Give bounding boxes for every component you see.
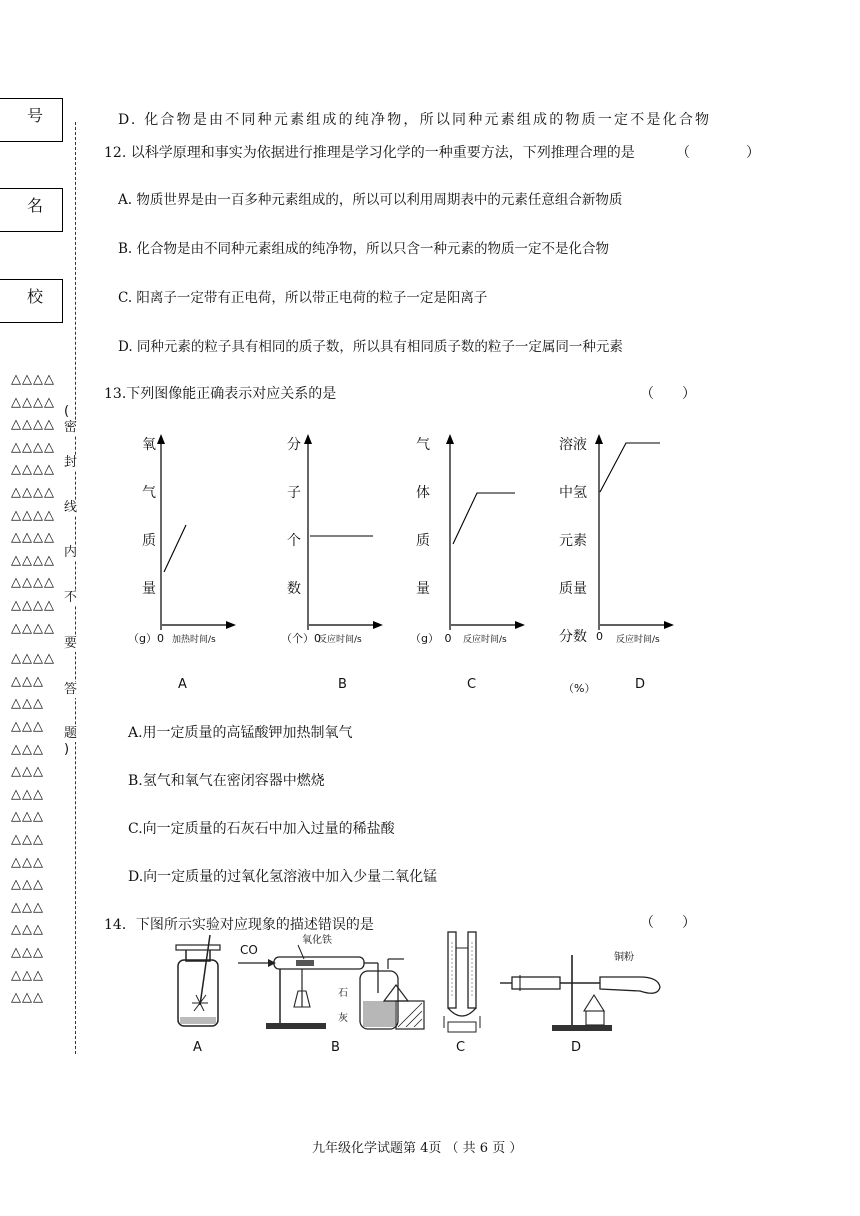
page-footer: 九年级化学试题第 4页 （ 共 6 页 ） — [312, 1141, 523, 1156]
seal-char: 密 — [64, 420, 78, 435]
graph-a-ylabel: 质 — [142, 533, 156, 549]
graph-d-letter: D — [635, 677, 646, 692]
triangle-row: △△△△ — [11, 507, 55, 523]
seal-char: 题 — [64, 726, 78, 741]
triangle-row: △△△△ — [11, 598, 55, 613]
graph-d-ylabel: 质量 — [559, 581, 587, 597]
apparatus-c-letter: C — [456, 1040, 466, 1055]
seal-dashed-line — [75, 122, 76, 1054]
triangle-row: △△△ — [11, 990, 44, 1006]
graph-b-letter: B — [338, 677, 347, 692]
graph-c-letter: C — [467, 677, 477, 692]
apparatus-b-illustration — [236, 935, 426, 1035]
graph-c-ylabel: 质 — [416, 533, 430, 549]
graph-d-ylabel: 中氢 — [559, 485, 587, 501]
triangle-row: △△△△ — [11, 462, 55, 478]
q13-stem: 13.下列图像能正确表示对应关系的是 — [104, 386, 337, 402]
seal-char: 封 — [64, 455, 78, 470]
apparatus-a-letter: A — [193, 1040, 202, 1055]
iron-oxide-label: 氧化铁 — [302, 935, 332, 946]
q13-option-c: C.向一定质量的石灰石中加入过量的稀盐酸 — [128, 821, 395, 837]
graph-a-plot — [150, 430, 250, 630]
triangle-row: △△△ — [11, 945, 44, 960]
seal-char: 不 — [64, 590, 78, 605]
limewater-label: 石 — [338, 988, 348, 999]
seal-char: 答 — [64, 682, 78, 697]
graph-d-ylabel: 元素 — [559, 533, 587, 549]
apparatus-c-illustration — [440, 928, 488, 1038]
triangle-row: △△△△ — [11, 485, 55, 500]
seal-char: ( — [64, 404, 70, 419]
graph-a-origin: （g）0 — [128, 632, 164, 645]
triangle-row: △△△ — [11, 764, 44, 780]
q14-stem: 14．下图所示实验对应现象的描述错误的是 — [104, 917, 374, 933]
triangle-row: △△△△ — [11, 620, 55, 636]
graph-b-origin: （个）0 — [281, 632, 321, 645]
graph-b-ylabel: 分 — [287, 437, 301, 453]
graph-c-xlabel: 反应时间/s — [463, 635, 507, 645]
q12-option-c: C. 阳离子一定带有正电荷，所以带正电荷的粒子一定是阳离子 — [118, 290, 488, 306]
graph-d-plot — [588, 430, 688, 630]
student-name-label: 名 — [27, 196, 44, 215]
apparatus-d-illustration — [500, 935, 680, 1035]
triangle-row: △△△ — [11, 673, 44, 689]
q12-answer-paren: （ ） — [676, 145, 760, 161]
triangle-row: △△△ — [11, 696, 44, 712]
graph-d-ylabel: 溶液 — [559, 437, 587, 453]
q13-option-b: B.氢气和氧气在密闭容器中燃烧 — [128, 773, 325, 789]
graph-d-xlabel: 反应时间/s — [616, 635, 660, 645]
graph-c-ylabel: 体 — [416, 485, 430, 501]
triangle-row: △△△△ — [11, 651, 55, 667]
graph-d-ylabel: 分数 — [559, 629, 587, 645]
q14-answer-paren: （ ） — [640, 915, 696, 931]
seal-char: ) — [64, 742, 70, 757]
triangle-row: △△△ — [11, 854, 44, 870]
triangle-row: △△△ — [11, 719, 44, 734]
graph-d-origin: 0 — [596, 630, 603, 643]
graph-c-ylabel: 量 — [416, 581, 430, 597]
q11-option-d: D. 化合物是由不同种元素组成的纯净物，所以同种元素组成的物质一定不是化合物 — [118, 112, 712, 128]
triangle-row: △△△ — [11, 899, 44, 915]
graph-a-letter: A — [178, 677, 187, 692]
q12-option-a: A. 物质世界是由一百多种元素组成的，所以可以利用周期表中的元素任意组合新物质 — [118, 192, 623, 208]
graph-a-xlabel: 加热时间/s — [172, 635, 216, 645]
graph-a-ylabel: 气 — [142, 485, 156, 501]
triangle-row: △△△ — [11, 786, 44, 802]
triangle-row: △△△△ — [11, 552, 55, 568]
triangle-row: △△△△ — [11, 530, 55, 546]
q13-answer-paren: （ ） — [640, 386, 696, 402]
triangle-row: △△△ — [11, 832, 44, 847]
limewater-label: 灰 — [338, 1013, 348, 1024]
triangle-row: △△△ — [11, 877, 44, 893]
graph-c-ylabel: 气 — [416, 437, 430, 453]
student-number-label: 号 — [27, 106, 44, 125]
graph-b-ylabel: 数 — [287, 581, 301, 597]
graph-b-ylabel: 个 — [287, 533, 301, 549]
q12-option-d: D. 同种元素的粒子具有相同的质子数，所以具有相同质子数的粒子一定属同一种元素 — [118, 339, 623, 355]
triangle-row: △△△△ — [11, 575, 55, 591]
graph-a-ylabel: 氧 — [142, 437, 156, 453]
copper-powder-label: 铜粉 — [614, 952, 634, 963]
apparatus-b-letter: B — [331, 1040, 340, 1055]
graph-c-origin: （g） 0 — [410, 632, 452, 645]
triangle-row: △△△ — [11, 922, 44, 938]
school-label: 校 — [27, 287, 44, 306]
triangle-row: △△△ — [11, 809, 44, 825]
graph-b-xlabel: 反应时间/s — [318, 635, 362, 645]
graph-a-ylabel: 量 — [142, 581, 156, 597]
seal-char: 线 — [64, 500, 78, 515]
apparatus-d-letter: D — [571, 1040, 582, 1055]
q13-option-a: A.用一定质量的高锰酸钾加热制氧气 — [128, 725, 353, 741]
triangle-row: △△△ — [11, 741, 44, 757]
triangle-row: △△△△ — [11, 394, 55, 410]
co-label: CO — [240, 943, 258, 957]
graph-d-unit: （%） — [563, 682, 596, 695]
seal-char: 内 — [64, 545, 78, 560]
seal-char: 要 — [64, 636, 78, 651]
graph-c-plot — [439, 430, 539, 630]
q13-option-d: D.向一定质量的过氧化氢溶液中加入少量二氧化锰 — [128, 869, 438, 885]
q12-option-b: B. 化合物是由不同种元素组成的纯净物，所以只含一种元素的物质一定不是化合物 — [118, 241, 610, 257]
apparatus-a-illustration — [168, 935, 238, 1035]
triangle-row: △△△△ — [11, 372, 55, 387]
triangle-row: △△△ — [11, 967, 44, 983]
graph-b-plot — [297, 430, 397, 630]
triangle-row: △△△△ — [11, 439, 55, 455]
triangle-row: △△△△ — [11, 417, 55, 433]
q12-stem: 12. 以科学原理和事实为依据进行推理是学习化学的一种重要方法，下列推理合理的是 — [104, 145, 635, 161]
graph-b-ylabel: 子 — [287, 485, 301, 501]
